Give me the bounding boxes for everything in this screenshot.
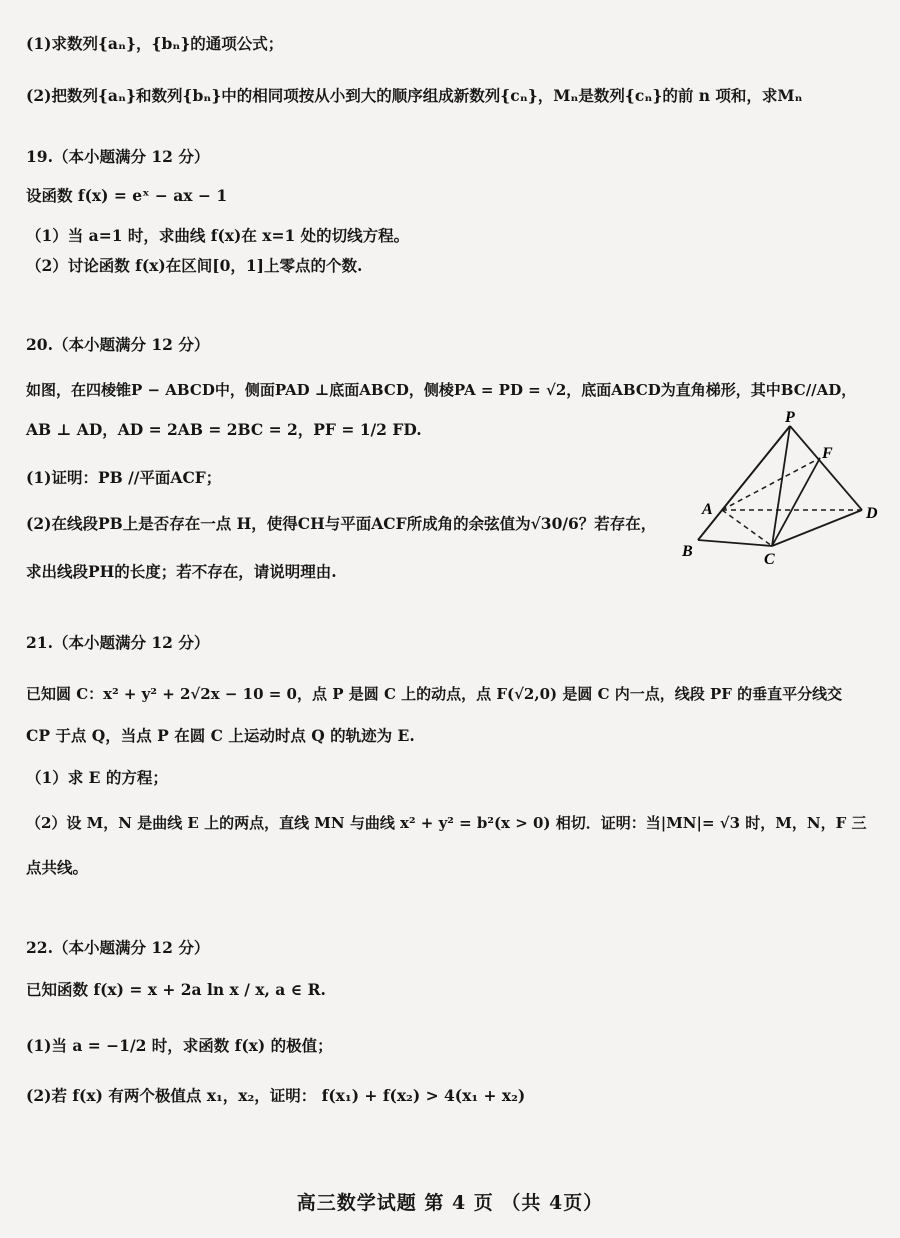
q20-part2-cont: 求出线段PH的长度；若不存在，请说明理由. (26, 562, 337, 581)
q21-header: 21.（本小题满分 12 分） (26, 633, 210, 652)
q21-part2: （2）设 M，N 是曲线 E 上的两点，直线 MN 与曲线 x² + y² = b²(x > 0) 相切．证明：当|MN|= √3 时，M，N，F 三 (26, 814, 867, 832)
q19-part2: （2）讨论函数 f(x)在区间[0，1]上零点的个数. (26, 256, 363, 275)
q18-part2: (2)把数列{aₙ}和数列{bₙ}中的相同项按从小到大的顺序组成新数列{cₙ}，Mₙ是数列{cₙ}的前 n 项和，求Mₙ (26, 86, 803, 105)
pyramid-figure (680, 410, 890, 570)
q22-part1: (1)当 a = −1/2 时，求函数 f(x) 的极值； (26, 1036, 333, 1055)
q19-header: 19.（本小题满分 12 分） (26, 147, 210, 166)
q20-header: 20.（本小题满分 12 分） (26, 335, 210, 354)
label-c: C (764, 551, 775, 568)
q20-stem-line2: AB ⊥ AD，AD = 2AB = 2BC = 2，PF = 1/2 FD. (26, 420, 422, 439)
q19-stem: 设函数 f(x) = eˣ − ax − 1 (26, 186, 228, 205)
q20-part1: (1)证明：PB //平面ACF； (26, 468, 222, 487)
q19-part1: （1）当 a=1 时，求曲线 f(x)在 x=1 处的切线方程。 (26, 226, 410, 245)
q20-part2: (2)在线段PB上是否存在一点 H，使得CH与平面ACF所成角的余弦值为√30/6？若存在， (26, 514, 657, 533)
q22-header: 22.（本小题满分 12 分） (26, 938, 210, 957)
page-footer: 高三数学试题 第 4 页 （共 4页） (296, 1192, 604, 1214)
label-p: P (785, 410, 795, 426)
q18-part1: (1)求数列{aₙ}，{bₙ}的通项公式； (26, 34, 284, 53)
q21-stem-line1: 已知圆 C：x² + y² + 2√2x − 10 = 0，点 P 是圆 C 上的动点，点 F(√2,0) 是圆 C 内一点，线段 PF 的垂直平分线交 (26, 685, 843, 703)
label-d: D (866, 505, 878, 522)
q20-stem-line1: 如图，在四棱锥P − ABCD中，侧面PAD ⊥底面ABCD，侧棱PA = PD = √2，底面ABCD为直角梯形，其中BC//AD， (26, 381, 857, 399)
q21-part1: （1）求 E 的方程； (26, 768, 168, 787)
label-b: B (682, 543, 693, 560)
label-a: A (702, 501, 713, 518)
q22-part2: (2)若 f(x) 有两个极值点 x₁，x₂，证明： f(x₁) + f(x₂) > 4(x₁ + x₂) (26, 1086, 526, 1105)
q21-stem-line2: CP 于点 Q，当点 P 在圆 C 上运动时点 Q 的轨迹为 E. (26, 726, 415, 745)
q21-part2-cont: 点共线。 (26, 858, 89, 877)
q22-stem: 已知函数 f(x) = x + 2a ln x / x, a ∈ R. (26, 980, 326, 999)
label-f: F (822, 445, 833, 462)
